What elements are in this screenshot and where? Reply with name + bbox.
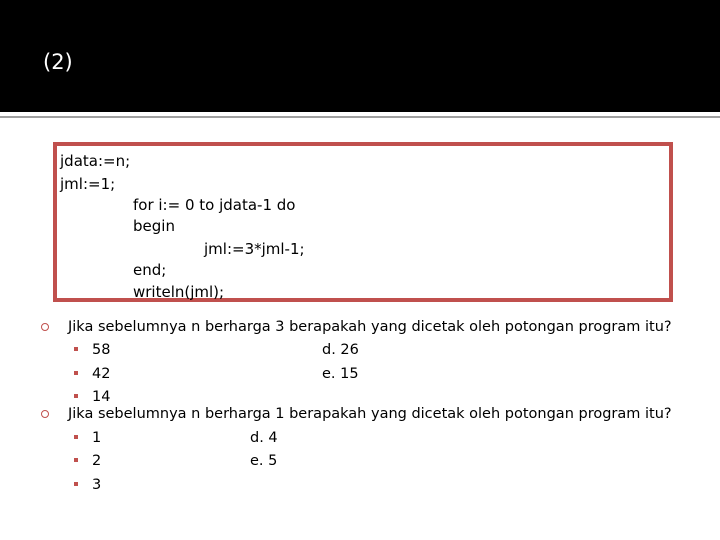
code-line-5: jml:=3*jml-1; <box>204 240 305 258</box>
question-1-option-e: e. 15 <box>322 366 359 382</box>
code-line-6: end; <box>133 261 167 279</box>
question-1-option-b: 42 <box>92 366 111 382</box>
option-bullet-icon <box>74 482 78 486</box>
title-bar <box>0 0 720 112</box>
question-2-option-e: e. 5 <box>250 453 278 469</box>
option-bullet-icon <box>74 435 78 439</box>
question-2-option-a: 1 <box>92 430 102 446</box>
question-bullet-icon <box>41 323 49 331</box>
option-bullet-icon <box>74 458 78 462</box>
question-2-option-d: d. 4 <box>250 430 278 446</box>
code-line-1: jdata:=n; <box>60 152 131 170</box>
code-line-3: for i:= 0 to jdata-1 do <box>133 196 296 214</box>
code-line-7: writeln(jml); <box>133 283 225 301</box>
question-2-text: Jika sebelumnya n berharga 1 berapakah yang dicetak oleh potongan program itu? <box>68 406 672 422</box>
option-bullet-icon <box>74 394 78 398</box>
question-bullet-icon <box>41 410 49 418</box>
question-2-option-c: 3 <box>92 477 102 493</box>
option-bullet-icon <box>74 347 78 351</box>
question-1-option-a: 58 <box>92 342 111 358</box>
question-1-text: Jika sebelumnya n berharga 3 berapakah yang dicetak oleh potongan program itu? <box>68 319 672 335</box>
question-1-option-c: 14 <box>92 389 111 405</box>
code-line-2: jml:=1; <box>60 175 116 193</box>
option-bullet-icon <box>74 371 78 375</box>
question-1-option-d: d. 26 <box>322 342 359 358</box>
question-2-option-b: 2 <box>92 453 102 469</box>
slide-title: (2) <box>43 50 73 74</box>
title-divider <box>0 116 720 118</box>
code-line-4: begin <box>133 217 175 235</box>
